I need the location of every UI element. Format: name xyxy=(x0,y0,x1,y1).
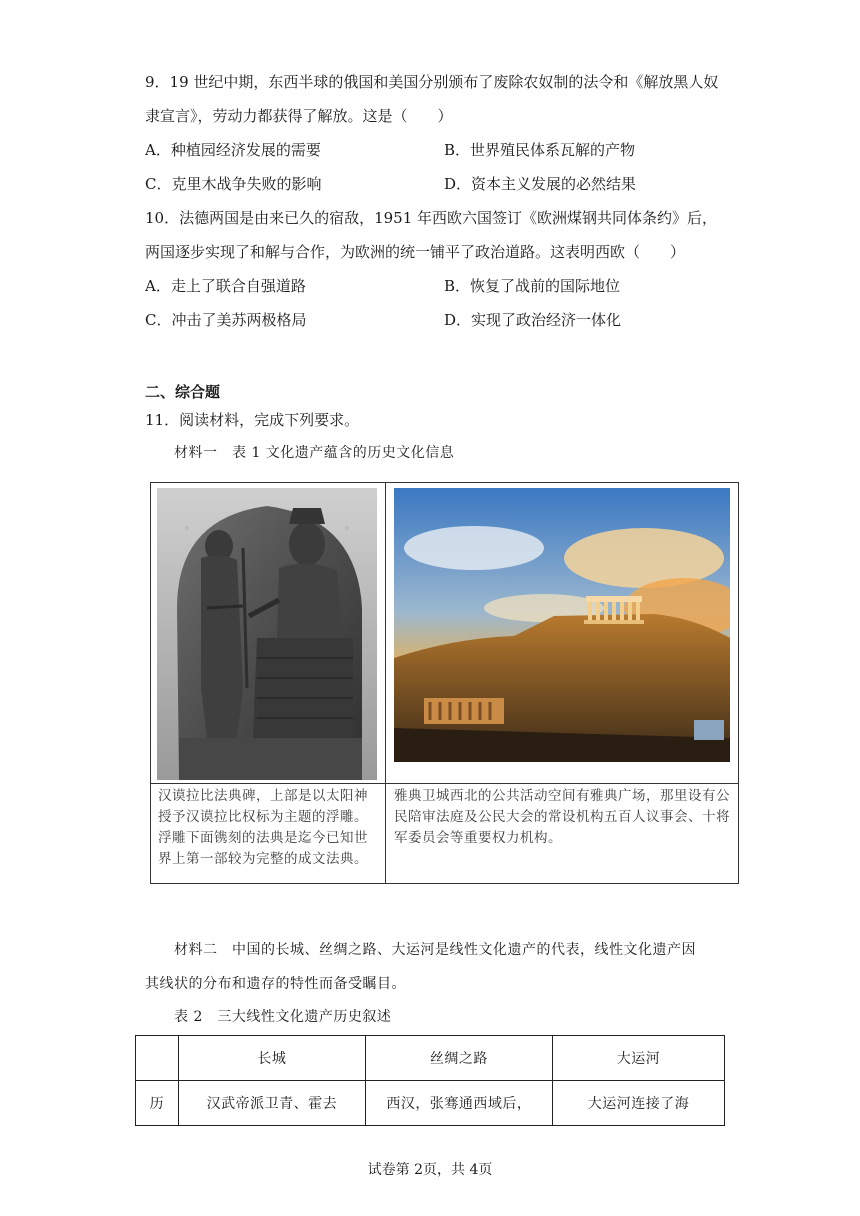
q10-option-b[interactable]: B．恢复了战前的国际地位 xyxy=(444,277,621,295)
q10-stem-line2: 两国逐步实现了和解与合作，为欧洲的统一铺平了政治道路。这表明西欧（ ） xyxy=(145,243,686,261)
q11-stem: 11．阅读材料，完成下列要求。 xyxy=(145,411,360,429)
table-cell: 大运河连接了海 xyxy=(552,1081,724,1126)
hammurabi-caption: 汉谟拉比法典碑，上部是以太阳神授予汉谟拉比权标为主题的浮雕。浮雕下面镌刻的法典是迄今已知世界上第一部较为完整的成文法典。 xyxy=(158,788,368,867)
q9-option-d[interactable]: D．资本主义发展的必然结果 xyxy=(444,175,637,193)
table-divider-vertical xyxy=(385,483,386,883)
table-cell: 西汉，张骞通西域后， xyxy=(365,1081,552,1126)
material2-line2: 其线状的分布和遗存的特性而备受瞩目。 xyxy=(145,976,406,992)
athens-caption: 雅典卫城西北的公共活动空间有雅典广场，那里设有公民陪审法庭及公民大会的常设机构五百人议事会、十将军委员会等重要权力机构。 xyxy=(394,788,730,846)
q10-option-c[interactable]: C．冲击了美苏两极格局 xyxy=(145,311,307,329)
table-cell: 汉武帝派卫青、霍去 xyxy=(178,1081,365,1126)
table-row xyxy=(136,1081,725,1126)
acropolis-athens-image xyxy=(394,488,730,762)
table-divider-horizontal xyxy=(151,783,738,784)
q9-option-c[interactable]: C．克里木战争失败的影响 xyxy=(145,175,322,193)
table-header-great-wall: 长城 xyxy=(178,1036,365,1081)
table2-title: 表 2 三大线性文化遗产历史叙述 xyxy=(174,1009,392,1025)
table-header-grand-canal: 大运河 xyxy=(552,1036,724,1081)
page-footer: 试卷第 2页，共 4页 xyxy=(367,1162,493,1178)
table-header-cell xyxy=(136,1036,179,1081)
q9-stem-line2: 隶宣言》，劳动力都获得了解放。这是（ ） xyxy=(145,107,453,125)
table-row xyxy=(136,1036,725,1081)
table-header-silk-road: 丝绸之路 xyxy=(365,1036,552,1081)
q10-stem-line1: 10．法德两国是由来已久的宿敌，1951 年西欧六国签订《欧洲煤钢共同体条约》后， xyxy=(145,209,718,227)
q10-option-d[interactable]: D．实现了政治经济一体化 xyxy=(444,311,622,329)
hammurabi-stele-image xyxy=(157,488,377,780)
q9-stem-line1: 9．19 世纪中期，东西半球的俄国和美国分别颁布了废除农奴制的法令和《解放黑人奴 xyxy=(145,73,719,91)
q10-option-a[interactable]: A．走上了联合自强道路 xyxy=(145,277,306,295)
table-row-header: 历 xyxy=(136,1081,179,1126)
heritage-table-1 xyxy=(150,482,739,884)
material1-title: 材料一 表 1 文化遗产蕴含的历史文化信息 xyxy=(174,445,455,461)
material2-line1: 材料二 中国的长城、丝绸之路、大运河是线性文化遗产的代表，线性文化遗产因 xyxy=(174,942,696,958)
q9-option-a[interactable]: A．种植园经济发展的需要 xyxy=(145,141,321,159)
heritage-table-2 xyxy=(135,1035,725,1126)
q9-option-b[interactable]: B．世界殖民体系瓦解的产物 xyxy=(444,141,636,159)
section-title: 二、综合题 xyxy=(145,383,221,401)
